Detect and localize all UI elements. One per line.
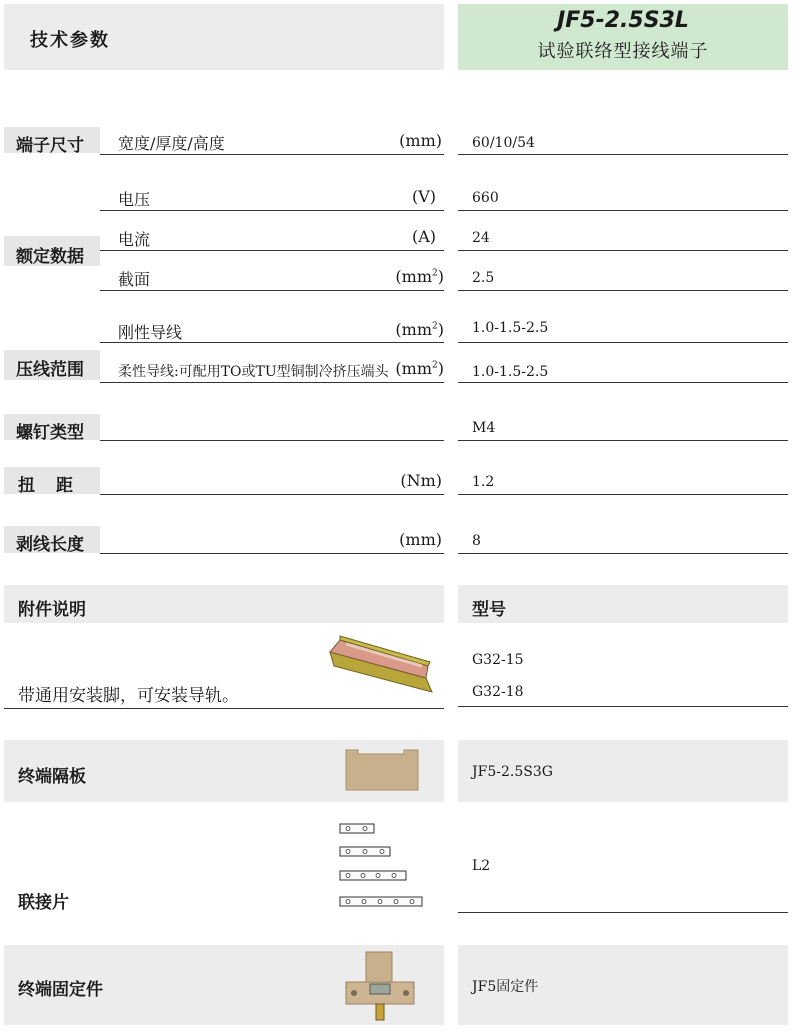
- rigid-wire-label: 刚性导线: [118, 323, 183, 342]
- terminal-size-value: 60/10/54: [472, 135, 535, 151]
- torque-section: 扭 距: [18, 476, 75, 496]
- end-stop-image: [340, 948, 420, 1024]
- din-rail-image: [326, 634, 436, 696]
- strip-length-unit: (mm): [399, 530, 442, 549]
- rigid-wire-unit: $(mm^2)$: [395, 320, 444, 339]
- voltage-unit: (V): [411, 187, 436, 206]
- mount-model-1: G32-15: [472, 652, 524, 668]
- divider: [100, 210, 444, 211]
- flexible-wire-value: 1.0-1.5-2.5: [472, 364, 549, 380]
- model-number: JF5-2.5S3L: [557, 8, 689, 33]
- divider: [458, 210, 788, 211]
- tech-params-title: 技术参数: [30, 30, 110, 51]
- end-stop-model: JF5固定件: [472, 979, 539, 995]
- divider: [100, 290, 444, 291]
- terminal-size-label: 宽度/厚度/高度: [118, 134, 225, 153]
- end-plate-image: [344, 748, 420, 792]
- divider: [100, 154, 444, 155]
- divider: [4, 708, 444, 709]
- rigid-wire-value: 1.0-1.5-2.5: [472, 320, 549, 336]
- link-label: 联接片: [18, 893, 69, 913]
- divider: [458, 250, 788, 251]
- cross-section-value: 2.5: [472, 270, 495, 286]
- accessories-section: 附件说明: [18, 600, 86, 620]
- torque-unit: (Nm): [400, 471, 442, 490]
- terminal-size-section: 端子尺寸: [16, 136, 84, 156]
- divider: [100, 553, 444, 554]
- screw-type-section: 螺钉类型: [16, 423, 84, 443]
- torque-value: 1.2: [472, 474, 495, 490]
- flexible-wire-unit: $(mm^2)$: [395, 359, 444, 378]
- screw-type-value: M4: [472, 420, 496, 436]
- end-plate-model: JF5-2.5S3G: [472, 764, 553, 780]
- strip-length-value: 8: [472, 533, 481, 549]
- divider: [458, 494, 788, 495]
- divider: [458, 342, 788, 343]
- flexible-wire-label: 柔性导线:可配用TO或TU型铜制冷挤压端头: [118, 364, 389, 380]
- link-model: L2: [472, 858, 491, 874]
- cross-section-unit: $(mm^2)$: [395, 267, 444, 286]
- current-value: 24: [472, 230, 490, 246]
- mount-model-2: G32-18: [472, 684, 524, 700]
- crimp-range-section: 压线范围: [16, 360, 84, 380]
- link-bars-image: [338, 820, 426, 912]
- end-stop-label: 终端固定件: [18, 980, 103, 1000]
- current-unit: (A): [411, 227, 436, 246]
- divider: [100, 440, 444, 441]
- rated-data-section: 额定数据: [16, 247, 84, 267]
- divider: [458, 706, 788, 707]
- divider: [458, 382, 788, 383]
- model-header: 型号: [472, 600, 506, 620]
- divider: [458, 440, 788, 441]
- voltage-label: 电压: [118, 190, 151, 209]
- voltage-value: 660: [472, 190, 499, 206]
- terminal-size-unit: (mm): [399, 131, 442, 150]
- cross-section-label: 截面: [118, 270, 151, 289]
- model-header-band: [458, 585, 788, 623]
- divider: [100, 382, 444, 383]
- divider: [100, 494, 444, 495]
- model-subtitle: 试验联络型接线端子: [537, 41, 709, 62]
- divider: [458, 912, 788, 913]
- end-plate-label: 终端隔板: [18, 767, 86, 787]
- divider: [100, 250, 444, 251]
- divider: [458, 290, 788, 291]
- divider: [458, 154, 788, 155]
- divider: [458, 553, 788, 554]
- mount-text: 带通用安装脚，可安装导轨。: [18, 686, 239, 706]
- current-label: 电流: [118, 230, 151, 249]
- strip-length-section: 剥线长度: [16, 535, 84, 555]
- divider: [100, 342, 444, 343]
